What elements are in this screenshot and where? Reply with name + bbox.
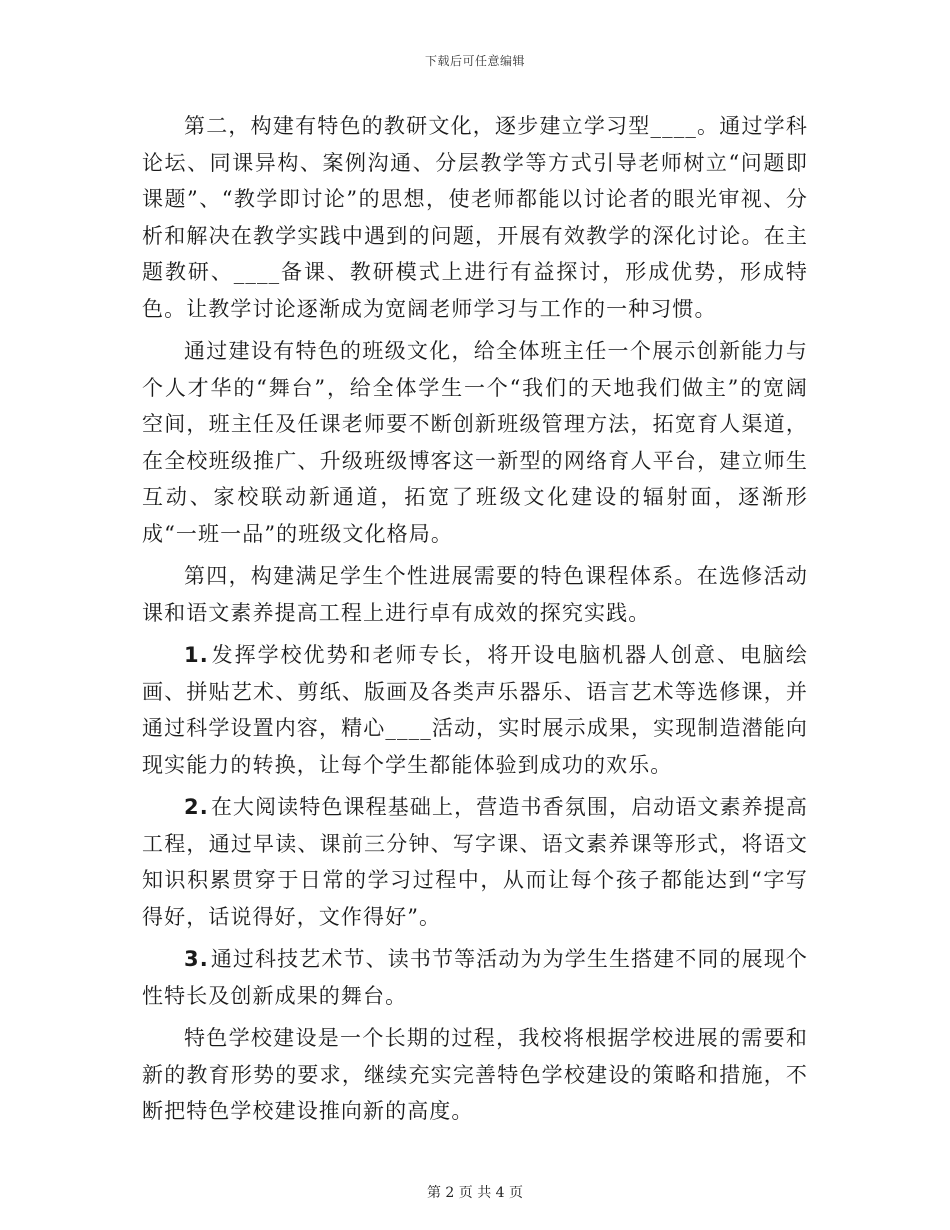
list-item-number: 2. (184, 795, 209, 819)
list-item (142, 941, 808, 1014)
page-header: 下载后可任意编辑 (424, 54, 525, 68)
list-item-number: 3. (184, 947, 209, 971)
paragraph-teaching-research: 第二，构建有特色的教研文化，逐步建立学习型____。通过学科论坛、同课异构、案例沟通、分层教学等方式引导老师树立“问题即课题”、“教学即讨论”的思想，使老师都能以讨论者的眼光审视、分析和解决在教学实践中遇到的问题，开展有效教学的深化讨论。在主题教研、____备课、教研模式上进行有益探讨，形成优势，形成特色。让教学讨论逐渐成为宽阔老师学习与工作的一种习惯。 (142, 114, 808, 321)
list-item-text: 发挥学校优势和老师专长，将开设电脑机器人创意、电脑绘画、拼贴艺术、剪纸、版画及各类声乐器乐、语言艺术等选修课，并通过科学设置内容，精心____活动，实时展示成果，实现制造潜能向现实能力的转换，让每个学生都能体验到成功的欢乐。 (142, 643, 808, 777)
paragraph-curriculum-system: 第四，构建满足学生个性进展需要的特色课程体系。在选修活动课和语文素养提高工程上进行卓有成效的探究实践。 (142, 564, 808, 625)
paragraph-class-culture: 通过建设有特色的班级文化，给全体班主任一个展示创新能力与个人才华的“舞台”，给全体学生一个“我们的天地我们做主”的宽阔空间，班主任及任课老师要不断创新班级管理方法，拓宽育人渠道，在全校班级推广、升级班级博客这一新型的网络育人平台，建立师生互动、家校联动新通道，拓宽了班级文化建设的辐射面，逐渐形成“一班一品”的班级文化格局。 (142, 339, 808, 546)
list-item-text: 在大阅读特色课程基础上，营造书香氛围，启动语文素养提高工程，通过早读、课前三分钟、写字课、语文素养课等形式，将语文知识积累贯穿于日常的学习过程中，从而让每个孩子都能达到“字写得好，话说得好，文作得好”。 (142, 795, 808, 929)
list-item (142, 637, 808, 783)
page-number: 第 2 页 共 4 页 (426, 1185, 524, 1201)
list-item-text: 通过科技艺术节、读书节等活动为为学生生搭建不同的展现个性特长及创新成果的舞台。 (142, 947, 808, 1008)
document-body (142, 108, 808, 1136)
list-item-number: 1. (184, 643, 209, 667)
list-item (142, 789, 808, 935)
paragraph-closing: 特色学校建设是一个长期的过程，我校将根据学校进展的需要和新的教育形势的要求，继续充实完善特色学校建设的策略和措施，不断把特色学校建设推向新的高度。 (142, 1026, 808, 1123)
